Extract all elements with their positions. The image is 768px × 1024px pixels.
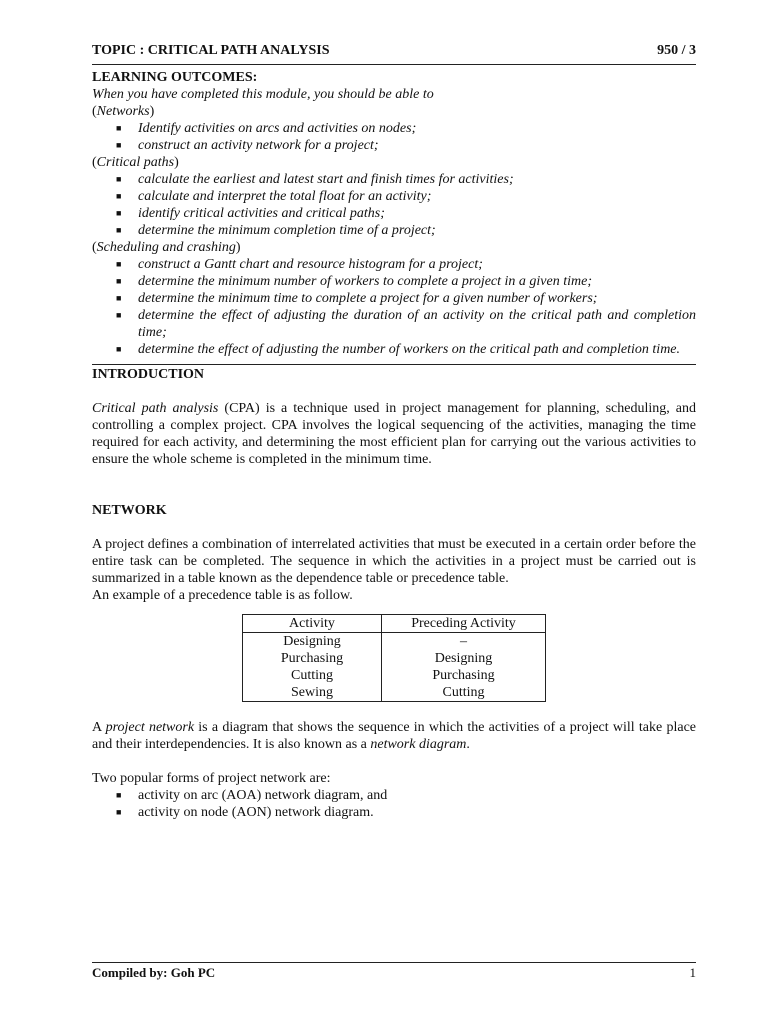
network-paragraph: A project defines a combination of interrelated activities that must be executed in a certain order before the entire task can be completed. The sequence in which the activities in a project must be carried out is summarized in a table known as the dependence table or precedence table. xyxy=(92,537,696,586)
table-cell: Purchasing xyxy=(243,650,382,667)
column-header: Activity xyxy=(243,615,382,633)
table-row xyxy=(243,650,546,667)
list-item: ■ calculate and interpret the total float for an activity; xyxy=(116,189,432,204)
learning-outcomes-heading: LEARNING OUTCOMES: xyxy=(92,70,258,85)
list-item: ■ determine the effect of adjusting the duration of an activity on the critical path and completion time; xyxy=(116,308,696,340)
group-networks: (Networks) xyxy=(92,104,155,119)
forms-intro: Two popular forms of project network are: xyxy=(92,771,331,786)
list-item: ■ construct an activity network for a project; xyxy=(116,138,379,153)
list-item: ■ construct a Gantt chart and resource histogram for a project; xyxy=(116,257,483,272)
table-cell: Designing xyxy=(243,633,382,651)
introduction-heading: INTRODUCTION xyxy=(92,367,205,382)
table-cell: Purchasing xyxy=(432,668,495,683)
table-cell: – xyxy=(460,634,467,649)
document-page xyxy=(92,0,696,1024)
precedence-table xyxy=(242,614,546,702)
list-item: ■ activity on arc (AOA) network diagram, and xyxy=(116,788,388,803)
table-cell: Cutting xyxy=(243,667,382,684)
networks-list xyxy=(92,120,696,154)
list-item: ■ calculate the earliest and latest start and finish times for activities; xyxy=(116,172,514,187)
learning-intro: When you have completed this module, you should be able to xyxy=(92,87,434,102)
topic-title: TOPIC : CRITICAL PATH ANALYSIS xyxy=(92,43,330,58)
page-body xyxy=(92,69,696,821)
list-item: ■ identify critical activities and critical paths; xyxy=(116,206,385,221)
section-divider xyxy=(92,364,696,365)
list-item: ■ activity on node (AON) network diagram. xyxy=(116,805,374,820)
table-row xyxy=(243,684,546,702)
page-header xyxy=(92,43,696,59)
list-item: ■ determine the minimum number of workers to complete a project in a given time; xyxy=(116,274,592,289)
list-item: ■ Identify activities on arcs and activities on nodes; xyxy=(116,121,417,136)
subject-code: 950 / 3 xyxy=(657,43,696,58)
group-scheduling: (Scheduling and crashing) xyxy=(92,240,241,255)
scheduling-list xyxy=(92,256,696,358)
table-cell: Cutting xyxy=(442,685,485,700)
introduction-paragraph: Critical path analysis (CPA) is a technique used in project management for planning, scheduling, and controlling a complex project. CPA involves the logical sequencing of the activities, managing the time required for each activity, and determining the most efficient plan for carrying out the various activities to ensure the whole scheme is completed in the minimum time. xyxy=(92,401,696,467)
table-header-row xyxy=(243,615,546,633)
group-critical-paths: (Critical paths) xyxy=(92,155,179,170)
page-footer xyxy=(92,965,696,981)
list-item: ■ determine the minimum time to complete a project for a given number of workers; xyxy=(116,291,598,306)
footer-divider xyxy=(92,962,696,963)
table-intro: An example of a precedence table is as follow. xyxy=(92,588,353,603)
list-item: ■ determine the effect of adjusting the number of workers on the critical path and completion time. xyxy=(116,342,681,357)
compiled-by: Compiled by: Goh PC xyxy=(92,965,216,980)
project-network-paragraph: A project network is a diagram that shows the sequence in which the activities of a project will take place and their interdependencies. It is also known as a network diagram. xyxy=(92,720,696,752)
network-heading: NETWORK xyxy=(92,503,167,518)
table-cell: Designing xyxy=(434,651,493,666)
header-divider xyxy=(92,64,696,65)
critical-paths-list xyxy=(92,171,696,239)
list-item: ■ determine the minimum completion time of a project; xyxy=(116,223,436,238)
table-cell: Sewing xyxy=(243,684,382,702)
table-row xyxy=(243,633,546,651)
forms-list xyxy=(92,787,696,821)
page-number: 1 xyxy=(689,965,696,980)
column-header: Preceding Activity xyxy=(382,615,546,633)
table-row xyxy=(243,667,546,684)
